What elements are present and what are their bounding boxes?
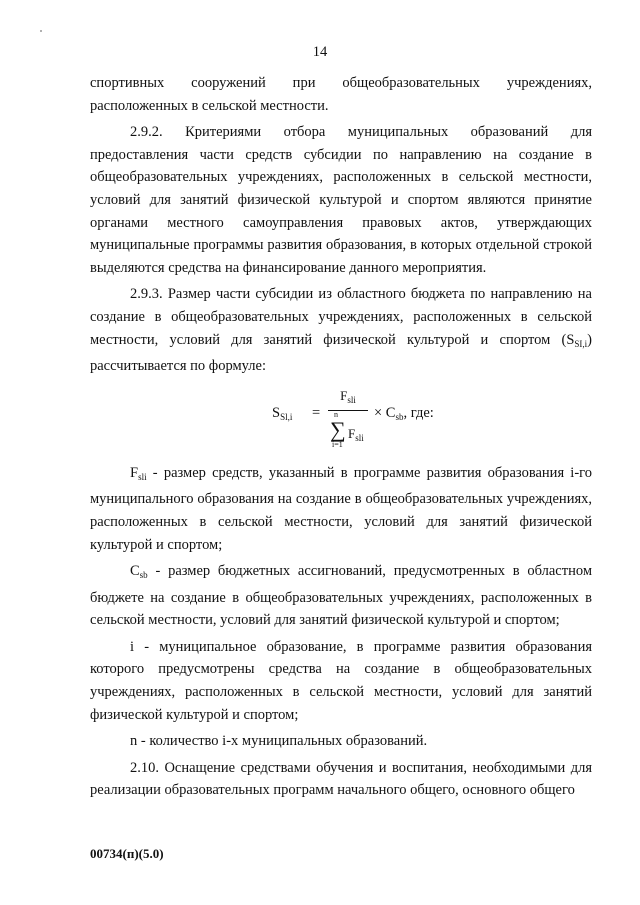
definition-fsli-subscript: sli — [138, 471, 147, 482]
definition-n: n - количество i-х муниципальных образований. — [130, 733, 428, 750]
formula-numerator — [328, 388, 368, 408]
paragraph-continuation: спортивных сооружений при общеобразовательных учреждениях, расположенных в сельской местности. — [90, 75, 592, 114]
definition-csb-text: - размер бюджетных ассигнований, предусмотренных в областном бюджете на создание в общеобразовательных учреждениях, расположенных в сельской местности, условий для занятий физической культурой и спортом; — [90, 563, 592, 629]
formula-lhs-subscript: Sl,i — [280, 411, 293, 422]
formula-multiplier — [374, 402, 434, 429]
definition-csb — [90, 560, 592, 632]
formula-denominator — [328, 409, 368, 449]
definition-fsli — [90, 462, 592, 556]
numerator-symbol: F — [340, 387, 348, 403]
definition-csb-subscript: sb — [139, 570, 148, 581]
denominator-symbol: F — [348, 425, 356, 441]
formula-equals: = — [312, 404, 321, 421]
formula-fraction — [328, 388, 368, 449]
denominator-term — [348, 423, 364, 450]
document-body — [90, 72, 592, 802]
definition-csb-symbol: C — [130, 563, 140, 580]
formula-lhs-symbol: S — [272, 404, 281, 421]
paragraph-2-9-3-end: ) рассчитывается по формуле: — [90, 331, 592, 375]
scan-speck — [40, 30, 42, 32]
formula-tail: , где: — [403, 404, 434, 421]
paragraph-2-9-3-text: 2.9.3. Размер части субсидии из областного бюджета по направлению на создание в общеобразовательных учреждениях, расположенных в сельской местности, условий для занятий физической культурой и спортом (S — [90, 286, 592, 348]
paragraph-2-10: 2.10. Оснащение средствами обучения и воспитания, необходимыми для реализации образовательных программ начального общего, основного общего — [90, 759, 592, 799]
definition-i: i - муниципальное образование, в программе развития образования которого предусмотрены средства на создание в общеобразовательных учреждениях, расположенных в сельской местности, условий для занятий физической культурой и спортом; — [90, 638, 592, 723]
multiplier-subscript: sb — [395, 411, 404, 422]
numerator-subscript: sli — [347, 394, 356, 405]
sum-upper-limit: n — [334, 409, 338, 419]
subsidy-formula — [90, 384, 592, 452]
sum-lower-limit: i=1 — [332, 439, 343, 449]
page-number: 14 — [312, 44, 328, 60]
subsidy-subscript: SI,i — [574, 338, 588, 349]
denominator-subscript: sli — [355, 432, 364, 443]
sum-icon: ∑ — [330, 416, 346, 442]
formula-lhs — [272, 402, 292, 429]
definition-fsli-symbol: F — [130, 464, 139, 481]
multiplier-symbol: × C — [374, 404, 396, 421]
definition-fsli-text: - размер средств, указанный в программе развития образования i-го муниципального образования на создание в общеобразовательных учреждениях, расположенных в сельской местности, условий для занятий физической культурой и спортом; — [90, 464, 592, 553]
document-code: 00734(п)(5.0) — [90, 846, 164, 861]
paragraph-2-9-2: 2.9.2. Критериями отбора муниципальных образований для предоставления части средств субсидии по направлению на создание в общеобразовательных учреждениях, расположенных в сельской местности, условий для занятий физической культурой и спортом являются принятие органами местного самоуправления правовых актов, утверждающих муниципальные программы развития образования, в которых отдельной строкой выделяются средства на финансирование данного мероприятия. — [90, 124, 592, 276]
paragraph-2-9-3 — [90, 283, 592, 377]
